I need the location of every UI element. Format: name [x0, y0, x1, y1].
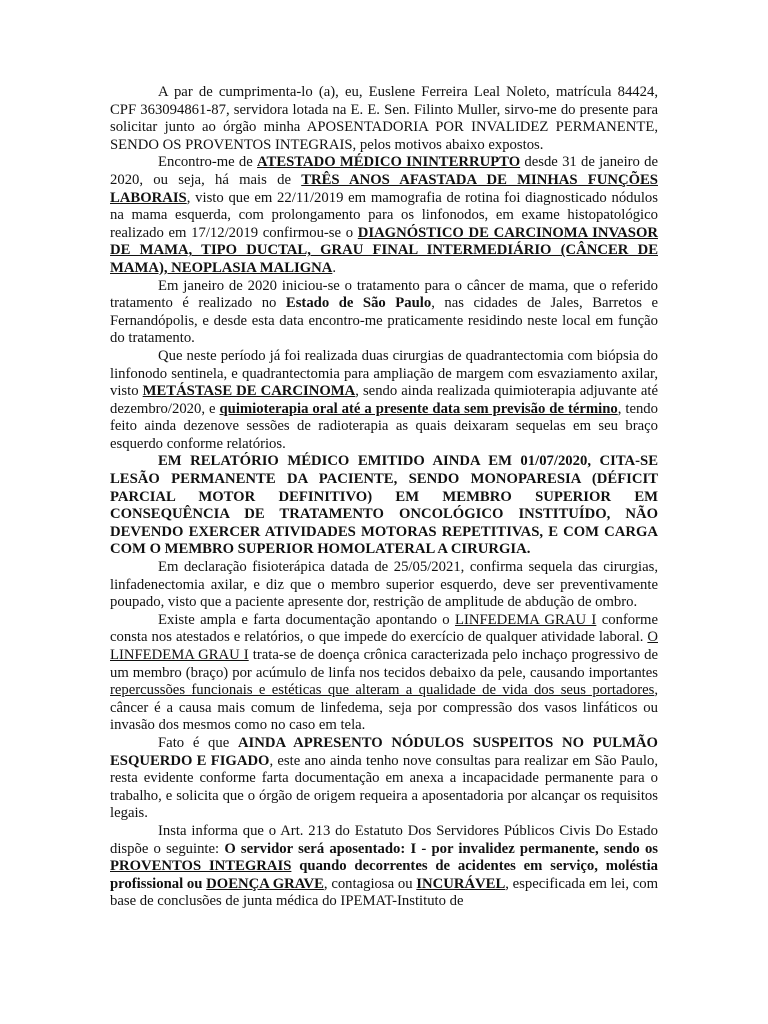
- emphasis-segment: AINDA APRESENTO NÓDULOS SUSPEITOS NO PULMÃO ESQUERDO E FIGADO: [110, 734, 658, 769]
- text-segment: , sendo ainda realizada quimioterapia adjuvante até dezembro/2020, e: [110, 383, 658, 417]
- text-segment: Encontro-me de: [158, 154, 258, 171]
- paragraph-nodules: [110, 735, 658, 823]
- paragraph-request: [110, 84, 658, 154]
- text-segment: , tendo feito ainda dezenove sessões de radioterapia as quais deixaram sequelas em seu braço esquerdo conforme relatórios.: [110, 400, 658, 452]
- text-segment: Que neste período já foi realizada duas cirurgias de quadrantectomia com biópsia do linfonodo sentinela, e quadrantectomia para ampliação de margem com esvaziamento axilar, visto: [110, 347, 658, 400]
- paragraph-treatment-location: [110, 278, 658, 348]
- emphasis-segment: O servidor será aposentado: I - por invalidez permanente, sendo os: [224, 840, 658, 857]
- emphasis-segment: PROVENTOS INTEGRAIS: [110, 858, 292, 875]
- emphasis-segment: TRÊS ANOS AFASTADA DE MINHAS FUNÇÕES LABORAIS: [110, 171, 658, 206]
- paragraph-medical-certificate: [110, 154, 658, 277]
- text-segment: desde 31 de janeiro de 2020, ou seja, há mais de: [110, 154, 658, 188]
- emphasis-segment: repercussões funcionais e estéticas que alteram a qualidade de vida dos seus portadores: [110, 682, 655, 699]
- text-segment: conforme consta nos atestados e relatórios, o que impede do exercício de qualquer atividade laboral.: [110, 611, 658, 646]
- text-segment: Fato é que: [158, 734, 238, 751]
- paragraph-medical-report: [110, 453, 658, 559]
- text-segment: trata-se de doença crônica caracterizada pelo inchaço progressivo de um membro (braço) por acúmulo de linfa nos tecidos debaixo da pele, causando importantes: [110, 647, 658, 681]
- emphasis-segment: quando decorrentes de acidentes em serviço, moléstia profissional ou: [110, 858, 658, 892]
- paragraph-physiotherapy: [110, 559, 658, 612]
- text-segment: Existe ampla e farta documentação apontando o: [158, 611, 456, 628]
- paragraph-statute: [110, 823, 658, 911]
- emphasis-segment: DOENÇA GRAVE: [206, 875, 324, 892]
- text-segment: , nas cidades de Jales, Barretos e Fernandópolis, e desde esta data encontro-me praticamente residindo neste local em função do tratamento.: [110, 295, 658, 347]
- document-page: [110, 84, 658, 911]
- text-segment: .: [332, 259, 337, 276]
- emphasis-segment: EM RELATÓRIO MÉDICO EMITIDO AINDA EM 01/07/2020, CITA-SE LESÃO PERMANENTE DA PACIENTE, SENDO MONOPARESIA (DÉFICIT PARCIAL MOTOR DEFINITIVO) EM MEMBRO SUPERIOR EM CONSEQUÊNCIA DE TRATAMENTO ONCOLÓGICO INSTITUÍDO, NÃO DEVENDO EXERCER ATIVIDADES MOTORAS REPETITIVAS, E COM CARGA COM O MEMBRO SUPERIOR HOMOLATERAL A CIRURGIA.: [110, 453, 658, 558]
- emphasis-segment: DIAGNÓSTICO DE CARCINOMA INVASOR DE MAMA, TIPO DUCTAL, GRAU FINAL INTERMEDIÁRIO (CÂNCER DE MAMA), NEOPLASIA MALIGNA: [110, 224, 658, 276]
- text-segment: Em janeiro de 2020 iniciou-se o tratamento para o câncer de mama, que o referido tratamento é realizado no: [110, 277, 658, 312]
- text-segment: , visto que em 22/11/2019 em mamografia de rotina foi diagnosticado nódulos na mama esquerda, com prolongamento para os linfonodos, em exame histopatológico realizado em 17/12/2019 confirmou-se o: [110, 189, 658, 241]
- paragraph-surgeries: [110, 348, 658, 454]
- emphasis-segment: ATESTADO MÉDICO ININTERRUPTO: [257, 154, 521, 171]
- emphasis-segment: quimioterapia oral até a presente data sem previsão de término: [219, 400, 618, 417]
- emphasis-segment: Estado de São Paulo: [285, 295, 432, 312]
- text-segment: , câncer é a causa mais comum de linfedema, seja por compressão dos vasos linfáticos ou invasão dos mesmos como no caso em tela.: [110, 682, 658, 734]
- text-segment: A par de cumprimenta-lo (a), eu, Euslene Ferreira Leal Noleto, matrícula 84424, CPF 363094861-87, servidora lotada na E. E. Sen. Filinto Muller, sirvo-me do presente para solicitar junto ao órgão minha APOSENTADORIA POR INVALIDEZ PERMANENTE, SENDO OS PROVENTOS INTEGRAIS, pelos motivos abaixo expostos.: [110, 84, 658, 153]
- emphasis-segment: INCURÁVEL: [416, 875, 506, 892]
- emphasis-segment: LINFEDEMA GRAU I: [455, 611, 597, 628]
- text-segment: , este ano ainda tenho nove consultas para realizar em São Paulo, resta evidente conforme farta documentação em anexa a incapacidade permanente para o trabalho, e solicita que o órgão de origem requeira a aposentadoria por alcançar os requisitos legais.: [110, 752, 658, 822]
- text-segment: , contagiosa ou: [323, 875, 417, 892]
- paragraph-lymphedema: [110, 612, 658, 735]
- emphasis-segment: O LINFEDEMA GRAU I: [110, 629, 658, 663]
- text-segment: Insta informa que o Art. 213 do Estatuto Dos Servidores Públicos Civis Do Estado dispõe o seguinte:: [110, 822, 658, 857]
- text-segment: Em declaração fisioterápica datada de 25/05/2021, confirma sequela das cirurgias, linfadenectomia axilar, e diz que o membro superior esquerdo, deve ser preventivamente poupado, visto que a paciente apresente dor, restrição de amplitude de abdução de ombro.: [110, 559, 658, 611]
- emphasis-segment: METÁSTASE DE CARCINOMA: [142, 383, 356, 400]
- text-segment: , especificada em lei, com base de conclusões de junta médica do IPEMAT-Instituto de: [110, 875, 659, 910]
